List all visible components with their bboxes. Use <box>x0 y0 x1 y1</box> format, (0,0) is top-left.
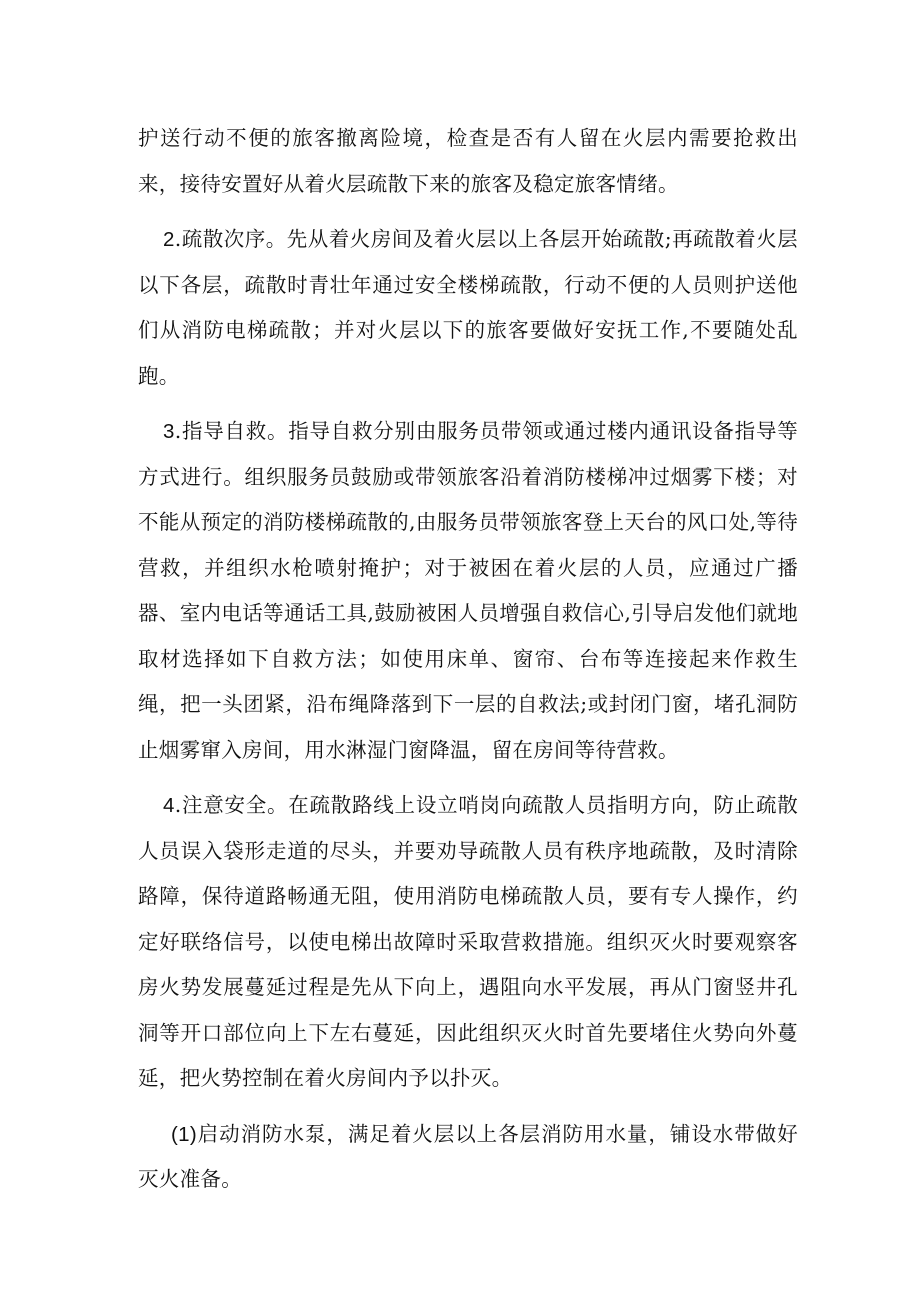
paragraph-text: .指导自救。指导自救分别由服务员带领或通过楼内通讯设备指导等方式进行。组织服务员鼓励或带领旅客沿着消防楼梯冲过烟雾下楼；对不能从预定的消防楼梯疏散的,由服务员带领旅客登上天台的风口处,等待营救，并组织水枪喷射掩护；对于被困在着火层的人员，应通过广播器、室内电话等通话工具,鼓励被困人员增强自救信心,引导启发他们就地取材选择如下自救方法；如使用床单、窗帘、台布等连接起来作救生绳，把一头团紧，沿布绳降落到下一层的自救法;或封闭门窗，堵孔洞防止烟雾窜入房间，用水淋湿门窗降温，留在房间等待营救。 <box>138 419 798 762</box>
paragraph-text: .疏散次序。先从着火房间及着火层以上各层开始疏散;再疏散着火层以下各层，疏散时青壮年通过安全楼梯疏散，行动不便的人员则护送他们从消防电梯疏散；并对火层以下的旅客要做好安抚工作,不要随处乱跑。 <box>138 227 798 388</box>
paragraph-text: .注意安全。在疏散路线上设立哨岗向疏散人员指明方向，防止疏散人员误入袋形走道的尽头，并要劝导疏散人员有秩序地疏散，及时清除路障，保待道路畅通无阻，使用消防电梯疏散人员，要有专人操作，约定好联络信号，以使电梯出故障时采取营救措施。组织灭火时要观察客房火势发展蔓延过程是先从下向上，遇阻向水平发展，再从门窗竖井孔洞等开口部位向上下左右蔓延，因此组织灭火时首先要堵住火势向外蔓延，把火势控制在着火房间内予以扑灭。 <box>138 793 798 1090</box>
paragraph-continuation <box>138 116 798 207</box>
paragraph-number: 3 <box>163 420 175 443</box>
paragraph-text: 护送行动不便的旅客撤离险境，检查是否有人留在火层内需要抢救出来，接待安置好从着火层疏散下来的旅客及稳定旅客情绪。 <box>138 126 798 196</box>
paragraph-text: 启动消防水泵，满足着火层以上各层消防用水量，铺设水带做好灭火准备。 <box>138 1121 798 1191</box>
paragraph-evacuation-order <box>138 217 798 399</box>
paragraph-sub-item-1 <box>138 1112 798 1203</box>
paragraph-guide-self-rescue <box>138 409 798 773</box>
document-page <box>138 116 798 1203</box>
paragraph-number: 2 <box>163 228 175 251</box>
paragraph-number: (1) <box>171 1122 197 1146</box>
paragraph-safety <box>138 783 798 1102</box>
paragraph-number: 4 <box>163 794 175 817</box>
